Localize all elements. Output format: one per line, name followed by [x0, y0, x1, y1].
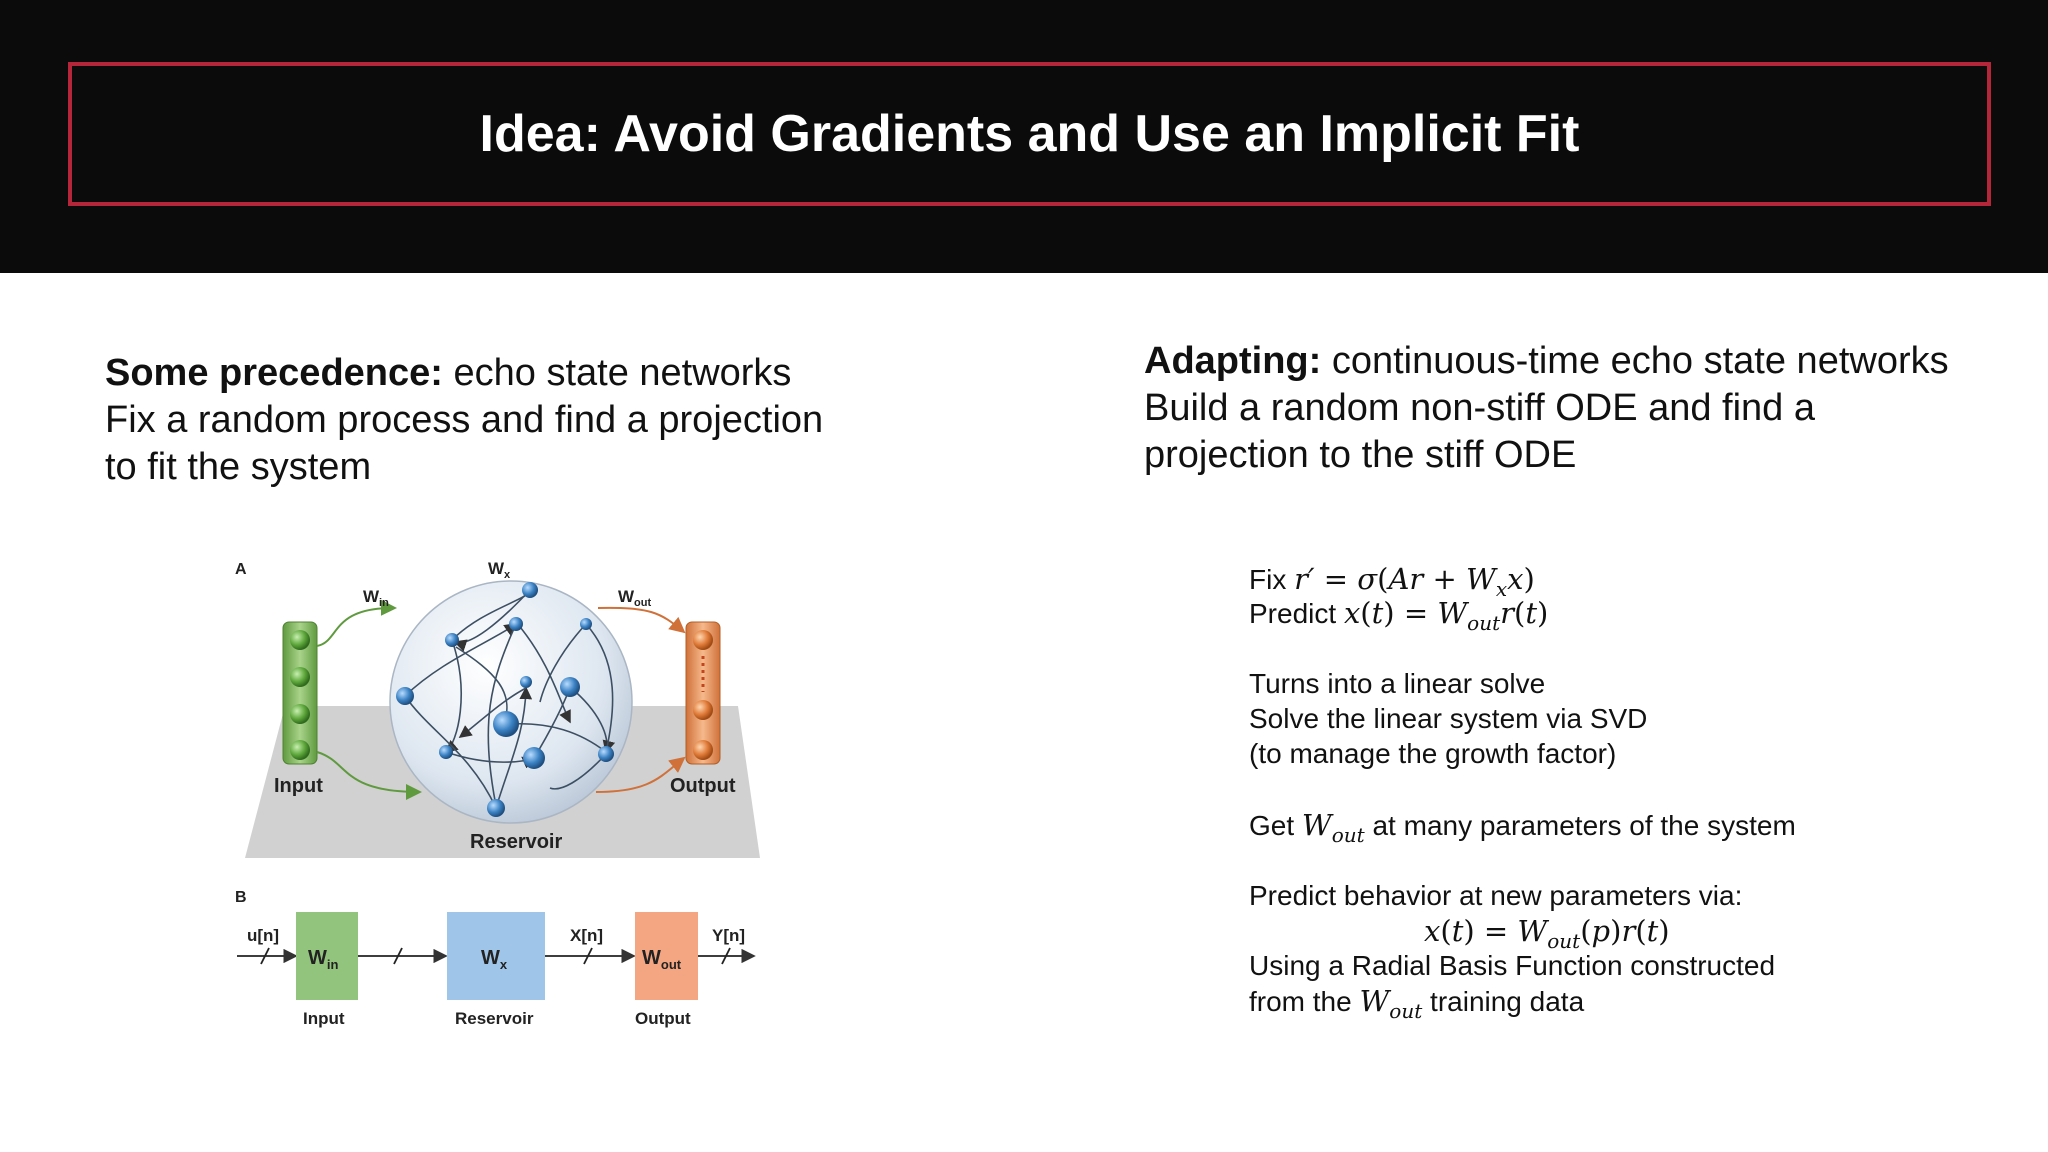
fix-equation: $r' = \sigma(Ar + W_xx)$ [1294, 562, 1535, 601]
echo-state-network-figure [220, 552, 780, 1042]
get-label: Get [1249, 810, 1302, 841]
rbf-line: Using a Radial Basis Function constructed [1249, 950, 1776, 981]
from-label: from the [1249, 986, 1360, 1017]
output-column [686, 622, 720, 764]
title-banner [0, 0, 2048, 273]
w-x-label-b: $W_x$ [481, 947, 508, 972]
svd-line: Solve the linear system via SVD [1249, 703, 1648, 734]
right-line-3: projection to the stiff ODE [1144, 434, 1577, 476]
title-frame [68, 62, 1991, 206]
predict-label: Predict [1249, 598, 1344, 629]
wout-arrow-top [598, 608, 684, 632]
reservoir-label: Reservoir [470, 831, 563, 853]
panel-b-label: B [235, 889, 247, 906]
w-in-label-a: $W_{in}$ [363, 587, 389, 609]
linear-solve-line: Turns into a linear solve [1249, 668, 1546, 699]
left-heading-rest: echo state networks [442, 352, 792, 394]
get-wout-line [1249, 808, 1796, 852]
rbf-equation: $x(t) = W_{out}(p)r(t)$ [1424, 914, 1670, 953]
left-heading-bold: Some precedence: [105, 352, 443, 394]
fix-label: Fix [1249, 564, 1295, 595]
predict-new-line: Predict behavior at new parameters via: [1249, 880, 1743, 911]
w-in-label-b: $W_{in}$ [308, 947, 339, 972]
win-arrow-top [317, 608, 395, 646]
training-data-line [1249, 984, 1584, 1028]
reservoir-sphere [390, 581, 632, 823]
b-reservoir-label: Reservoir [455, 1009, 534, 1028]
b-input-label: Input [303, 1009, 345, 1028]
win-block [296, 912, 358, 1000]
panel-a-label: A [235, 561, 247, 578]
predict-equation: $x(t) = W_{out}r(t)$ [1343, 596, 1549, 635]
slide-title: Idea: Avoid Gradients and Use an Implicit Fit [479, 105, 1580, 163]
w-x-label-a: $W_x$ [488, 559, 511, 581]
input-label: Input [274, 775, 323, 797]
input-column [283, 622, 317, 764]
left-line-3: to fit the system [105, 446, 372, 488]
w-out-label-a: $W_{out}$ [618, 587, 652, 609]
left-line-2: Fix a random process and find a projection [105, 399, 824, 441]
output-label: Output [670, 775, 736, 797]
right-line-2: Build a random non-stiff ODE and find a [1144, 387, 1816, 429]
w-out-label-b: $W_{out}$ [642, 947, 682, 972]
y-n-label: Y[n] [712, 926, 746, 945]
growth-factor-line: (to manage the growth factor) [1249, 738, 1617, 769]
right-lead-text [1144, 338, 1949, 479]
wout-training-symbol: $W_{out}$ [1359, 984, 1423, 1023]
b-output-label: Output [635, 1009, 691, 1028]
right-heading-rest: continuous-time echo state networks [1321, 340, 1949, 382]
from-rest: training data [1422, 986, 1585, 1017]
right-heading-bold: Adapting: [1144, 340, 1322, 382]
predict-equation-line [1249, 596, 1548, 640]
get-rest: at many parameters of the system [1364, 810, 1796, 841]
left-lead-text [105, 350, 823, 491]
x-n-label: X[n] [570, 926, 604, 945]
u-n-label: u[n] [247, 926, 280, 945]
wout-symbol: $W_{out}$ [1301, 808, 1365, 847]
